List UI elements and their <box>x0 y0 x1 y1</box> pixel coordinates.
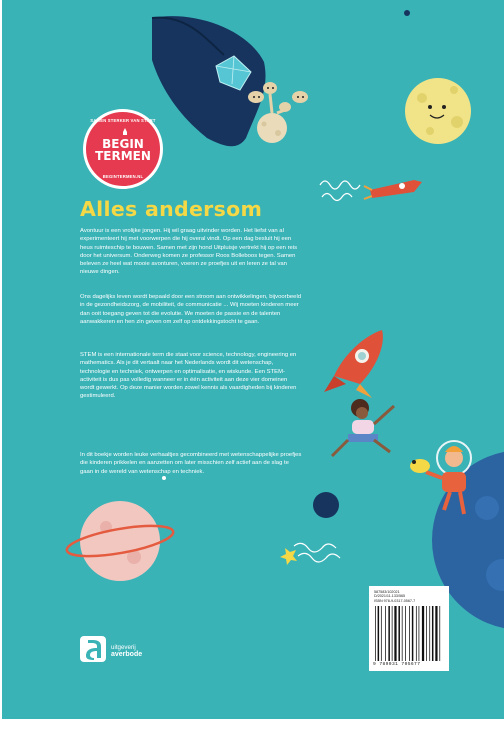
badge-line1: BEGIN <box>102 137 144 151</box>
averbode-logo-icon <box>80 636 106 662</box>
paragraph-2: Ons dagelijks leven wordt bepaald door een stroom aan ontwikkelingen, bijvoorbeeld in de gezondheidszorg, de mobiliteit, de communicatie ... Wij moeten kinderen meer dan ooit toegang geven tot die evolutie. We moeten de passie en de talenten aanwakkeren en hen zin geven om zelf op ontdekkingstocht te gaan. <box>80 294 302 325</box>
shooting-star <box>280 543 340 565</box>
badge-ring-bottom: BEGINTERMEN.NL <box>102 174 144 179</box>
yellow-moon <box>405 78 471 144</box>
badge-line2: TERMEN <box>95 149 151 163</box>
isbn-text: ISBN 978-9-0317-0567-7 <box>374 598 416 603</box>
dog <box>410 459 430 473</box>
alien-creatures <box>248 82 308 143</box>
dark-planet <box>313 492 339 518</box>
barcode-line2: D/2021/11.133/565 <box>374 594 406 599</box>
small-rocket <box>320 180 422 201</box>
ringed-planet <box>65 501 176 581</box>
begintermen-badge <box>83 109 163 189</box>
barcode-line1: 587583/102021 <box>374 590 400 594</box>
barcode-bars <box>374 606 443 661</box>
rocket-icon <box>121 128 129 137</box>
barcode-digits: 9 789031 705677 <box>373 662 421 667</box>
publisher-line2: averbode <box>111 651 143 658</box>
big-red-rocket <box>324 330 383 398</box>
badge-title <box>86 138 160 162</box>
dark-spaceship-shape <box>152 16 266 146</box>
barcode-label <box>369 586 449 671</box>
paragraph-4: In dit boekje worden leuke verhaaltjes gecombineerd met wetenschappelijke proefjes die kinderen prikkelen en aanzetten om later misschien zelf actief aan de slag te gaan in de wereld van wetenschap en techniek. <box>80 452 302 475</box>
child-girl <box>332 399 394 456</box>
back-cover <box>2 0 504 719</box>
badge-ring-top: SAMEN STERKER VAN START <box>90 118 156 123</box>
paragraph-1: Avontuur is een vrolijke jongen. Hij wil graag uitvinder worden. Het liefst van al experimenteert hij met voorwerpen die hij overal vindt. Op een dag besluit hij een heus ruimteschip te bouwen. Samen met zijn hond Uitpluisje vertrekt hij op een reis door het universum. Onderweg komen ze professor Roos Bolleboos tegen. Samen beleven ze heel wat mooie avonturen, voeren ze proefjes uit en leren ze tal van nieuwe dingen. <box>80 228 298 276</box>
publisher-line1: uitgeverij <box>111 644 136 651</box>
paragraph-3: STEM is een internationale term die staat voor science, technology, engineering en mathematics. Als je dit vertaalt naar het Nederlands wordt dit wetenschap, technologie en techniek, ontwerpen en optimalisatie, en wiskunde. Een STEM-activiteit is dus pas volledig wanneer er in één activiteit aan deze vier domeinen wordt gewerkt. Op deze manier worden zowel kennis als vaardigheden bij kinderen gestimuleerd. <box>80 352 297 400</box>
book-title: Alles andersom <box>80 197 263 221</box>
